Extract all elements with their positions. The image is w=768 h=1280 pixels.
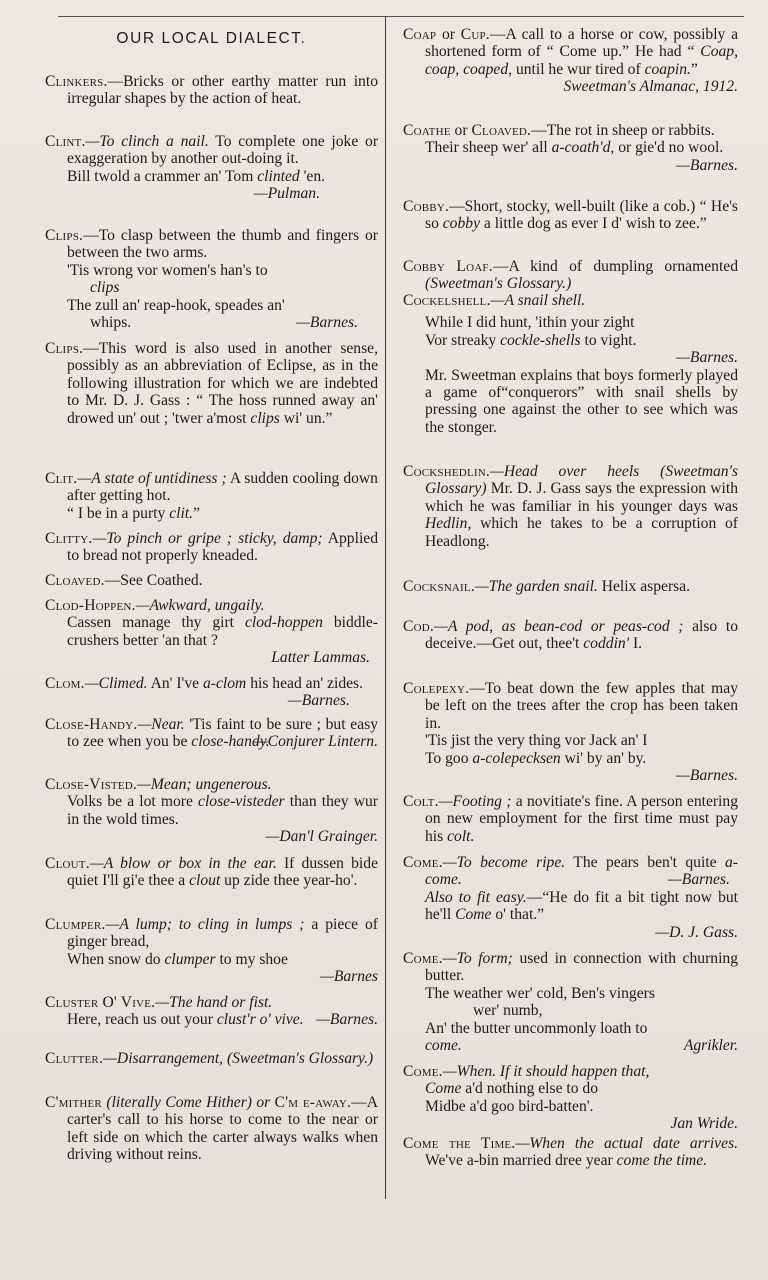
entry-clom: Clom.—Climed. An' I've a-clom his head an' zides. —Barnes. <box>45 675 364 710</box>
entry-cobby-loaf: Cobby Loaf.—A kind of dumpling ornamented (Sweetman's Glossary.) <box>403 258 738 293</box>
entry-clitty: Clitty.—To pinch or gripe ; sticky, damp; Applied to bread not properly kneaded. <box>45 530 378 565</box>
entry-cockshedlin: Cockshedlin.—Head over heels (Sweetman's Glossary) Mr. D. J. Gass says the expression with which he was familiar in his younger days was Hedlin, which he takes to be a corruption of Headlong. <box>403 463 738 550</box>
entry-close-visted: Close-Visted.—Mean; ungenerous. Volks be a lot more close-visteder than they wur in the wold times. —Dan'l Grainger. <box>45 776 378 846</box>
entry-colepexy: Colepexy.—To beat down the few apples that may be left on the trees after the crop has been taken in. 'Tis jist the very thing vor Jack an' I To goo a-colepecksen wi' by an' by. —Barnes. <box>403 680 738 785</box>
entry-cobby: Cobby.—Short, stocky, well-built (like a cob.) “ He's so cobby a little dog as ever I d' wish to zee.” <box>403 198 738 233</box>
entry-clips-2: Clips.—This word is also used in another sense, possibly as an abbreviation of Eclipse, as in the following illustration for which we are indebted to Mr. D. J. Gass : “ The hoss runned away an' drowed un' out ; 'twer a'most clips wi' un.” <box>45 340 378 427</box>
entry-come-ripe: Come.—To become ripe. The pears ben't quite a-come. —Barnes. Also to fit easy.—“He do fit a bit tight now but he'll Come o' that.” —D. J. Gass. <box>403 854 738 941</box>
entry-cmither: C'mither (literally Come Hither) or C'm e-away.—A carter's call to his horse to come to the near or left side on which the carter always walks when driving without reins. <box>45 1094 378 1164</box>
entry-clint: Clint.—To clinch a nail. To complete one joke or exaggeration by another out-doing it. Bill twold a crammer an' Tom clinted 'en. —Pulman. <box>45 133 379 203</box>
entry-come-the-time: Come the Time.—When the actual date arrives. We've a-bin married dree year come the time. <box>403 1135 738 1170</box>
entry-come-form: Come.—To form; used in connection with churning butter. The weather wer' cold, Ben's vingers wer' numb, An' the butter uncommonly loath to come. Agrikler. <box>403 950 738 1055</box>
top-rule <box>58 16 744 17</box>
entry-clumper: Clumper.—A lump; to cling in lumps ; a piece of ginger bread, When snow do clumper to my shoe —Barnes <box>45 916 378 986</box>
entry-clips-1: Clips.—To clasp between the thumb and fingers or between the two arms. 'Tis wrong vor women's han's to clips The zull an' reap-hook, speades an' whips. —Barnes. <box>45 227 378 332</box>
entry-come-when: Come.—When. If it should happen that, Come a'd nothing else to do Midbe a'd goo bird-batten'. Jan Wride. <box>403 1063 738 1133</box>
entry-clit: Clit.—A state of untidiness ; A sudden cooling down after getting hot. “ I be in a purty clit.” <box>45 470 378 522</box>
entry-coap: Coap or Cup.—A call to a horse or cow, possibly a shortened form of “ Come up.” He had “ Coap, coap, coaped, until he wur tired of coapin.” Sweetman's Almanac, 1912. <box>403 26 738 96</box>
entry-colt: Colt.—Footing ; a novitiate's fine. A person entering on new employment for the first time must pay his colt. <box>403 793 738 845</box>
entry-clout: Clout.—A blow or box in the ear. If dussen bide quiet I'll gi'e thee a clout up zide thee year-ho'. <box>45 855 378 890</box>
entry-cockelshell: Cockelshell.—A snail shell. While I did hunt, 'ithin your zight Vor streaky cockle-shells to vight. —Barnes. Mr. Sweetman explains that boys formerly played a game of“conquerors” with snail shells by pressing one against the other to see which was the stonger. <box>403 292 738 436</box>
entry-coathe: Coathe or Cloaved.—The rot in sheep or rabbits. Their sheep wer' all a-coath'd, or gie'd no wool. —Barnes. <box>403 122 738 174</box>
entry-cod: Cod.—A pod, as bean-cod or peas-cod ; also to deceive.—Get out, thee't coddin' I. <box>403 618 738 653</box>
entry-close-handy: Close-Handy.—Near. 'Tis faint to be sure ; but easy to zee when you be close-handy. —Conjurer Lintern. <box>45 716 378 751</box>
entry-clod-hoppen: Clod-Hoppen.—Awkward, ungaily. Cassen manage thy girt clod-hoppen biddle-crushers better 'an that ? Latter Lammas. <box>45 597 378 667</box>
entry-cloaved: Cloaved.—See Coathed. <box>45 572 203 589</box>
entry-clutter: Clutter.—Disarrangement, (Sweetman's Glossary.) <box>45 1050 374 1067</box>
column-divider <box>385 16 386 1199</box>
entry-clinkers: Clinkers.—Bricks or other earthy matter run into irregular shapes by the action of heat. <box>45 73 378 108</box>
entry-cocksnail: Cocksnail.—The garden snail. Helix aspersa. <box>403 578 691 595</box>
page-title: OUR LOCAL DIALECT. <box>116 30 307 47</box>
entry-cluster-o-vive: Cluster O' Vive.—The hand or fist. Here, reach us out your clust'r o' vive. —Barnes. <box>45 994 378 1029</box>
